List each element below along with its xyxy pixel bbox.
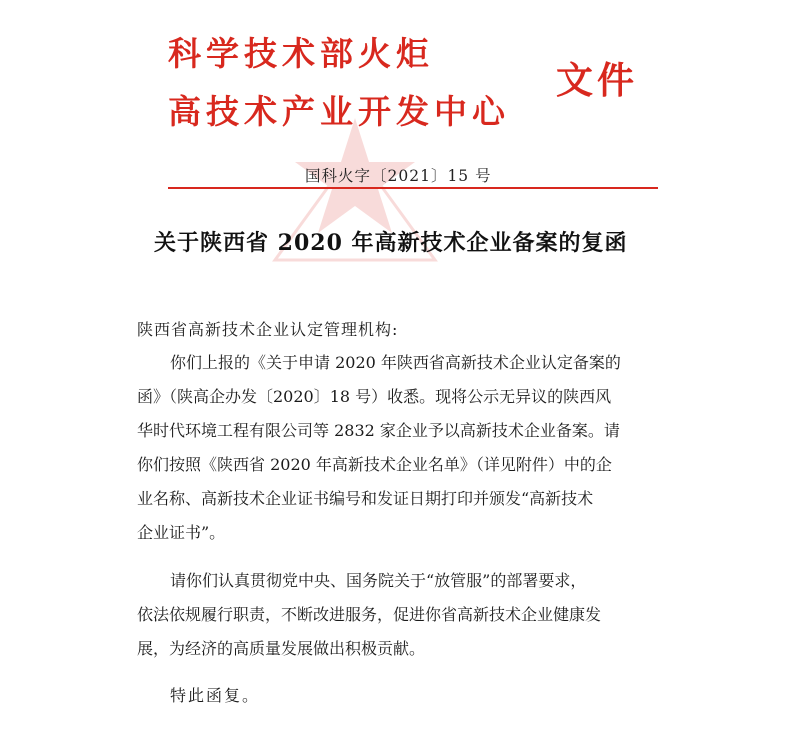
closing-remark: 特此函复。 [170,686,261,705]
paragraph-2-line: 依法依规履行职责，不断改进服务，促进你省高新技术企业健康发 [137,605,602,624]
document-type-label: 文件 [556,58,638,102]
paragraph-1-line: 你们按照《陕西省 2020 年高新技术企业名单》（详见附件）中的企 [137,455,612,474]
document-number: 国科火字〔2021〕15 号 [305,167,492,185]
paragraph-2-line: 请你们认真贯彻党中央、国务院关于“放管服”的部署要求， [170,571,587,590]
header-divider [168,187,658,189]
paragraph-1-line: 企业证书”。 [137,523,226,542]
addressee: 陕西省高新技术企业认定管理机构: [137,320,399,339]
paragraph-1-line: 函》（陕高企办发〔2020〕18 号）收悉。现将公示无异议的陕西风 [137,387,612,406]
document-title: 关于陕西省 2020 年高新技术企业备案的复函 [154,230,628,256]
issuing-org-line-2: 高技术产业开发中心 [168,92,510,131]
paragraph-1-line: 你们上报的《关于申请 2020 年陕西省高新技术企业认定备案的 [170,353,621,372]
issuing-org-line-1: 科学技术部火炬 [168,34,434,73]
paragraph-1-line: 华时代环境工程有限公司等 2832 家企业予以高新技术企业备案。请 [137,421,620,440]
paragraph-2-line: 展，为经济的高质量发展做出积极贡献。 [137,639,426,658]
paragraph-1-line: 业名称、高新技术企业证书编号和发证日期打印并颁发“高新技术 [137,489,594,508]
